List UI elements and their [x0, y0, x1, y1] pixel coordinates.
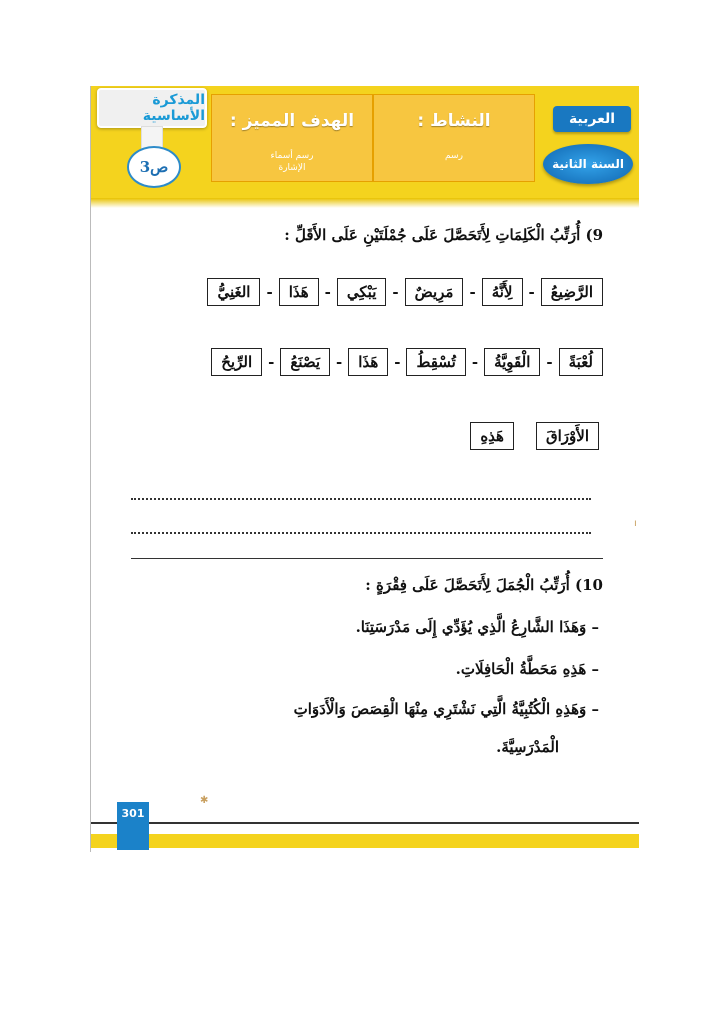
sentence-2: – هَذِهِ مَحَطَّةُ الْحَافِلَاتِ.	[455, 660, 599, 678]
word-box: لِأَنَّهُ	[482, 278, 523, 306]
word-box: الأَوْرَاقَ	[536, 422, 599, 450]
goal-subtitle-1: رسم أسماء	[270, 151, 314, 161]
word-box: الرَّضِيعُ	[541, 278, 603, 306]
footer-line	[91, 822, 639, 824]
word-box: الرِّيحُ	[211, 348, 262, 376]
word-box: تُسْقِطُ	[406, 348, 465, 376]
answer-line-2[interactable]	[131, 532, 591, 534]
logo-plate	[97, 88, 207, 128]
answer-line-1[interactable]	[131, 498, 591, 500]
dash: -	[336, 353, 343, 371]
word-box: هَذَا	[348, 348, 388, 376]
dash: -	[469, 283, 476, 301]
worksheet-page	[90, 86, 639, 852]
paper-speck: ✱	[200, 795, 209, 806]
word-row-1	[207, 278, 603, 306]
word-box: يَصْنَعُ	[280, 348, 330, 376]
dash: -	[392, 283, 399, 301]
sentence-3-continued: الْمَدْرَسِيَّةَ.	[496, 738, 559, 756]
word-box: هَذِهِ	[470, 422, 514, 450]
footer-band	[91, 834, 639, 848]
word-box: يَبْكِي	[337, 278, 387, 306]
exercise-9-title: 9) أُرَتِّبُ الْكَلِمَاتِ لِأَتَحَصَّلَ عَلَى جُمْلَتَيْنِ عَلَى الأَقَلِّ :	[284, 226, 603, 244]
header-band	[91, 86, 639, 198]
word-row-2	[211, 348, 603, 376]
paper-speck: ı	[634, 518, 637, 529]
section-divider	[131, 558, 603, 559]
word-box: الغَنِيُّ	[207, 278, 260, 306]
word-box: لُعْبَةً	[559, 348, 603, 376]
header-strip	[91, 198, 639, 208]
sentence-3: – وَهَذِهِ الْكُتُبِيَّةُ الَّتِي نَشْتَرِي مِنْهَا الْقِصَصَ وَالْأَدَوَاتِ	[293, 700, 599, 718]
goal-subtitle-2: الإشارة	[278, 163, 306, 173]
dash: -	[266, 283, 273, 301]
word-box: مَرِيضٌ	[405, 278, 464, 306]
goal-box	[211, 94, 373, 182]
dash: -	[546, 353, 553, 371]
word-box: هَذَا	[279, 278, 319, 306]
dash: -	[268, 353, 275, 371]
activity-box	[373, 94, 535, 182]
subject-label: العربية	[553, 106, 631, 132]
word-box: الْقَوِيَّةُ	[484, 348, 540, 376]
word-row-3	[470, 422, 599, 450]
dash: -	[324, 283, 331, 301]
activity-title: النشاط :	[417, 111, 491, 131]
dash: -	[471, 353, 479, 371]
exercise-10-title: 10) أُرَتِّبُ الْجُمَلَ لِأَتَحَصَّلَ عَلَى فِقْرَةٍ :	[365, 576, 603, 594]
grade-badge: السنة الثانية	[543, 144, 633, 184]
activity-subtitle: رسم	[445, 151, 463, 161]
dash: -	[528, 283, 535, 301]
logo-text: المذكرة الأساسية	[142, 92, 205, 124]
sentence-1: – وَهَذَا الشَّارِعُ الَّذِي يُؤَدِّي إِلَى مَدْرَسَتِنَا.	[355, 618, 599, 636]
dash: -	[394, 353, 401, 371]
page-number: 301	[117, 802, 149, 850]
logo-badge: 3ص	[127, 146, 181, 188]
goal-title: الهدف المميز :	[229, 111, 355, 131]
